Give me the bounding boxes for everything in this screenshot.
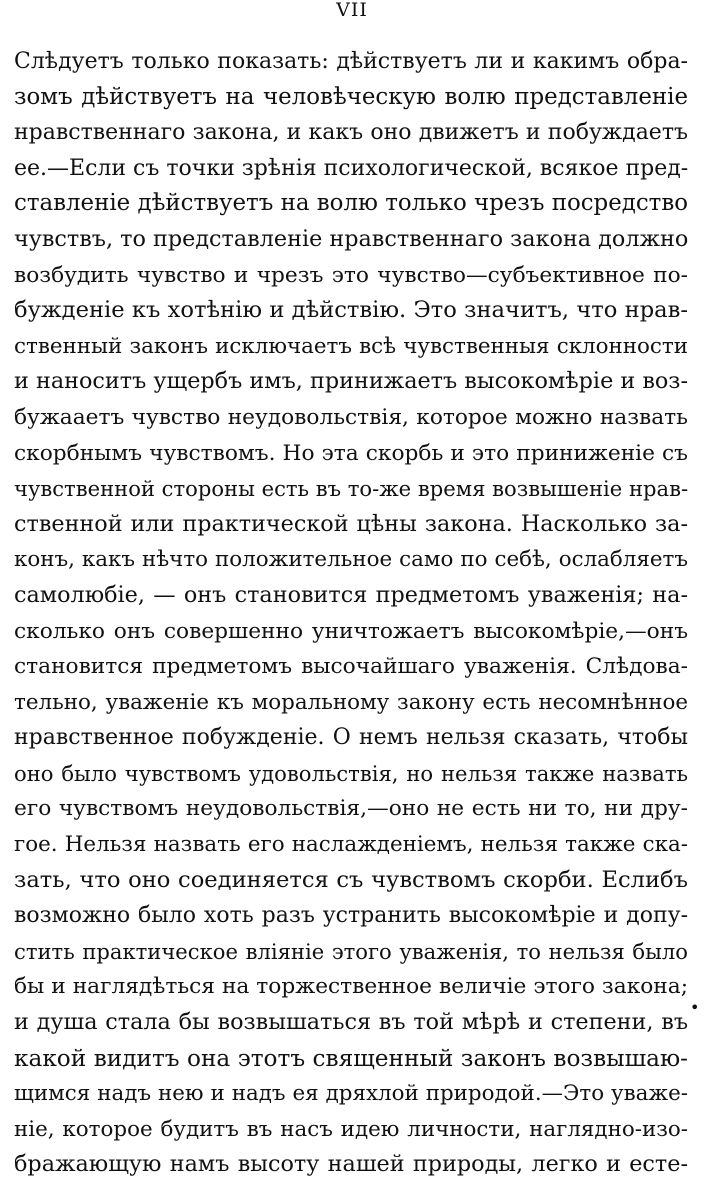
text-line: и душа стала бы возвышаться въ той мѣрѣ и степени, въ (14, 1009, 688, 1036)
text-line: ственной или практической цѣны закона. Насколько за- (14, 510, 688, 537)
text-line: бы и наглядѣться на торжественное величіе этого закона; (14, 974, 688, 1000)
text-line: сколько онъ совершенно уничтожаетъ высокомѣріе,—онъ (14, 618, 688, 644)
text-line: возбудить чувство и чрезъ это чувство—субъективное по- (14, 262, 688, 288)
text-line: ставленіе дѣйствуетъ на волю только чрезъ посредство (14, 190, 688, 217)
text-line: ніе, которое будитъ въ насъ идею личности, наглядно-изо- (14, 1116, 688, 1142)
text-line: щимся надъ нею и надъ ея дряхлой природой.—Это уваже- (14, 1081, 688, 1107)
text-line: ственный законъ исключаетъ всѣ чувственныя склонности (14, 333, 688, 359)
text-line: скорбнымъ чувствомъ. Но эта скорбь и это приниженіе съ (14, 440, 688, 466)
text-line: зомъ дѣйствуетъ на человѣческую волю представленіе (14, 83, 688, 110)
body-text (14, 44, 688, 1183)
text-line: конъ, какъ нѣчто положительное само по себѣ, ослабляетъ (14, 547, 688, 573)
text-line: чувственной стороны есть въ то-же время возвышеніе нрав- (14, 476, 688, 502)
page-number: VII (336, 0, 368, 21)
text-line: гое. Нельзя назвать его наслажденіемъ, нельзя также ска- (14, 832, 688, 858)
text-line: и наноситъ ущербъ имъ, принижаетъ высокомѣріе и воз- (14, 368, 688, 395)
text-line: самолюбіе, — онъ становится предметомъ уваженія; на- (14, 581, 688, 608)
text-line: бужденіе къ хотѣнію и дѣйствію. Это значитъ, что нрав- (14, 297, 688, 324)
text-line: Слѣдуетъ только показать: дѣйствуетъ ли и какимъ обра- (14, 49, 688, 74)
text-line: стить практическое вліяніе этого уваженія, то нельзя было (14, 938, 688, 964)
text-line: зать, что оно соединяется съ чувствомъ скорби. Еслибъ (14, 866, 688, 893)
text-line: нравственное побужденіе. О немъ нельзя сказать, чтобы (14, 725, 688, 751)
text-line: становится предметомъ высочайшаго уваженія. Слѣдова- (14, 654, 688, 680)
text-line: ее.—Если съ точки зрѣнія психологической, всякое пред- (14, 155, 688, 181)
margin-dot: • (690, 998, 700, 1017)
text-line: бражающую намъ высоту нашей природы, легко и есте- (14, 1151, 688, 1178)
text-line: тельно, уваженіе къ моральному закону есть несомнѣнное (14, 689, 688, 715)
text-line: его чувствомъ неудовольствія,—оно не есть ни то, ни дру- (14, 796, 688, 822)
text-line: чувствъ, то представленіе нравственнаго закона должно (14, 225, 688, 252)
text-line: возможно было хоть разъ устранить высокомѣріе и допу- (14, 903, 688, 929)
text-line: бужааетъ чувство неудовольствія, которое можно назвать (14, 404, 688, 430)
text-line: нравственнаго закона, и какъ оно движетъ и побуждаетъ (14, 120, 688, 146)
text-line: оно было чувствомъ удовольствія, но нельзя также назвать (14, 760, 688, 786)
text-line: какой видитъ она этотъ священный законъ возвышаю- (14, 1044, 688, 1072)
